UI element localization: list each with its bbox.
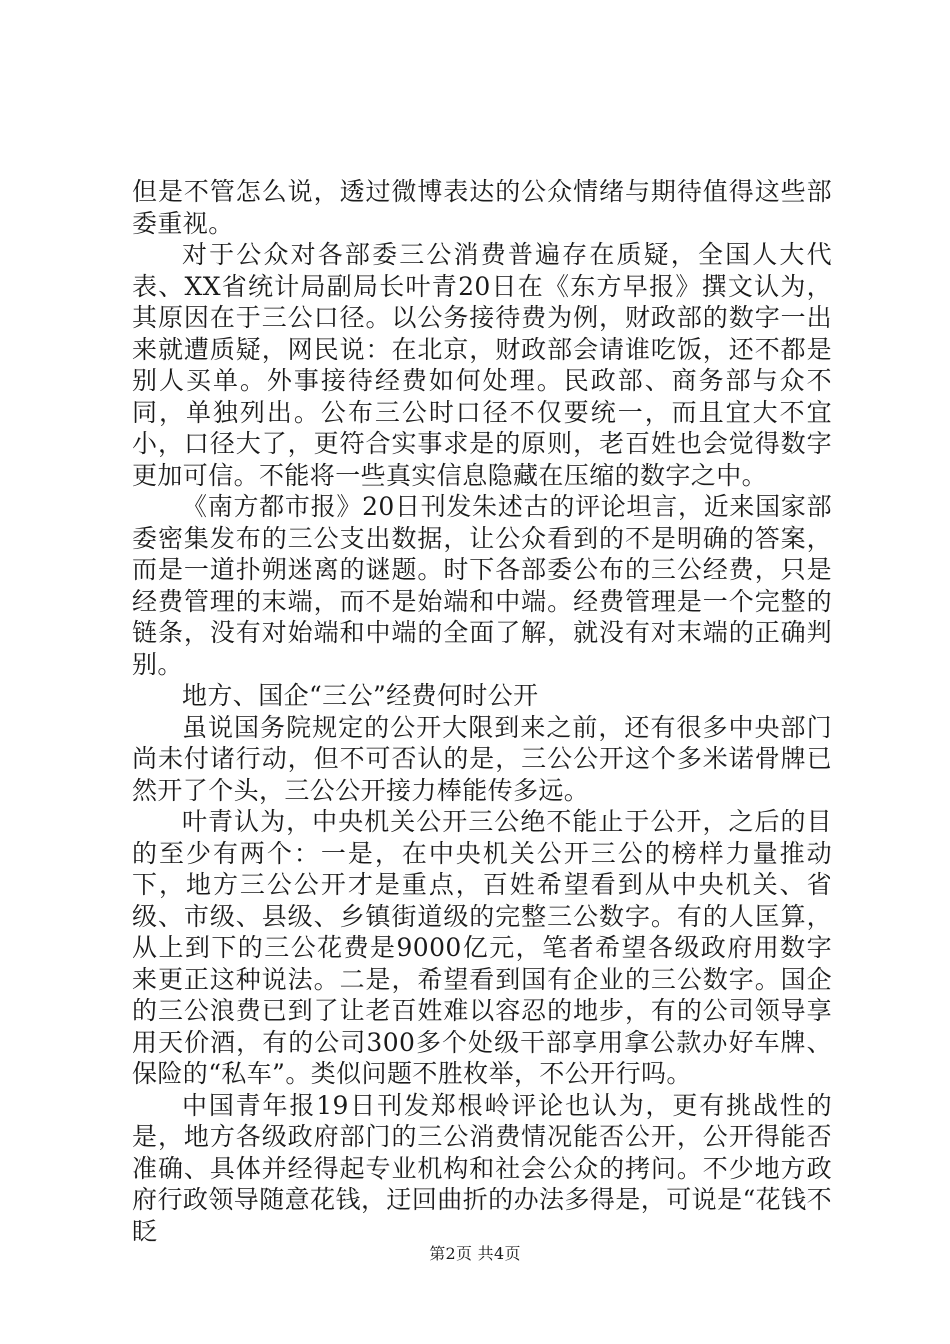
paragraph-continuation: 但是不管怎么说，透过微博表达的公众情绪与期待值得这些部委重视。 [132, 177, 832, 238]
body-text [132, 176, 832, 1247]
section-heading: 地方、国企“三公”经费何时公开 [182, 681, 539, 710]
paragraph-ye-qing-goals: 叶青认为，中央机关公开三公绝不能止于公开，之后的目的至少有两个：一是，在中央机关公开三公的榜样力量推动下，地方三公公开才是重点，百姓希望看到从中央机关、省级、市级、县级、乡镇街道级的完整三公数字。有的人匡算，从上到下的三公花费是9000亿元，笔者希望各级政府用数字来更正这种说法。二是，希望看到国有企业的三公数字。国企的三公浪费已到了让老百姓难以容忍的地步，有的公司领导享用天价酒，有的公司300多个处级干部享用拿公款办好车牌、保险的“私车”。类似问题不胜枚举，不公开行吗。 [132, 807, 832, 1088]
paragraph-ye-qing-caliber: 对于公众对各部委三公消费普遍存在质疑，全国人大代表、XX省统计局副局长叶青20日在《东方早报》撰文认为，其原因在于三公口径。以公务接待费为例，财政部的数字一出来就遭质疑，网民说：在北京，财政部会请谁吃饭，还不都是别人买单。外事接待经费如何处理。民政部、商务部与众不同，单独列出。公布三公时口径不仅要统一，而且宜大不宜小，口径大了，更符合实事求是的原则，老百姓也会觉得数字更加可信。不能将一些真实信息隐藏在压缩的数字之中。 [132, 240, 832, 490]
page-footer: 第2页 共4页 [429, 1244, 521, 1263]
paragraph-state-council-deadline: 虽说国务院规定的公开大限到来之前，还有很多中央部门尚未付诸行动，但不可否认的是，三公公开这个多米诺骨牌已然开了个头，三公公开接力棒能传多远。 [132, 712, 832, 805]
paragraph-southern-metropolis: 《南方都市报》20日刊发朱述古的评论坦言，近来国家部委密集发布的三公支出数据，让公众看到的不是明确的答案，而是一道扑朔迷离的谜题。时下各部委公布的三公经费，只是经费管理的末端，而不是始端和中端。经费管理是一个完整的链条，没有对始端和中端的全面了解，就没有对末端的正确判别。 [132, 492, 832, 679]
paragraph-china-youth-daily: 中国青年报19日刊发郑根岭评论也认为，更有挑战性的是，地方各级政府部门的三公消费情况能否公开，公开得能否准确、具体并经得起专业机构和社会公众的拷问。不少地方政府行政领导随意花钱，迂回曲折的办法多得是，可说是“花钱不眨 [132, 1090, 832, 1246]
